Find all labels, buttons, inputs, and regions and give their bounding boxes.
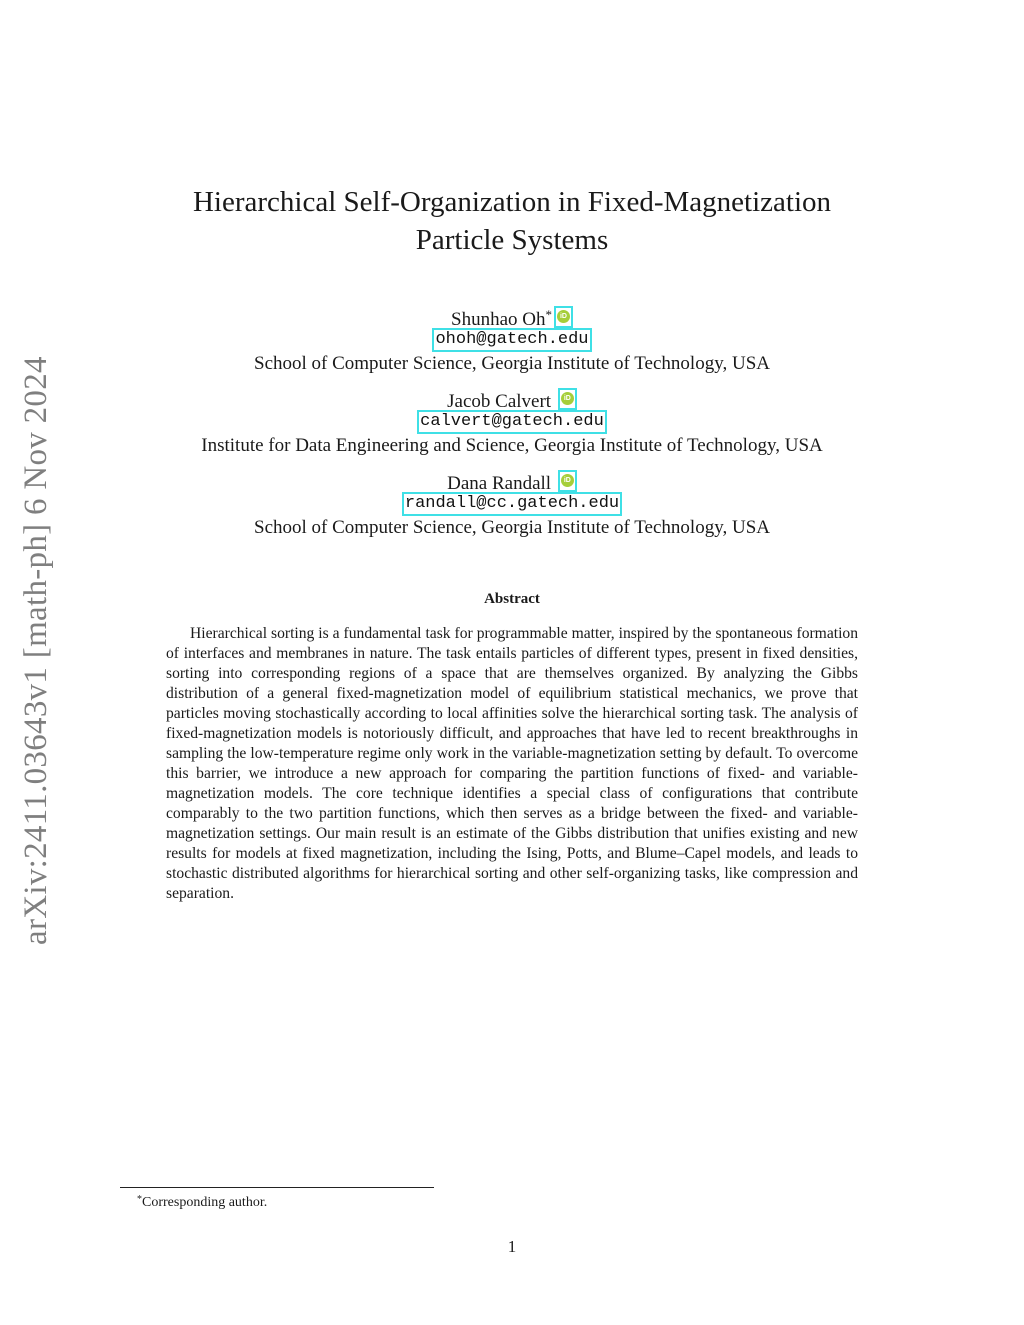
author-email-link[interactable]: ohoh@gatech.edu	[432, 328, 591, 352]
author-line	[0, 302, 1024, 330]
abstract-heading: Abstract	[484, 591, 540, 607]
abstract-text: Hierarchical sorting is a fundamental task for programmable matter, inspired by the spontaneous formation of interfaces and membranes in nature. The task entails particles of different types, present in fixed densities, sorting into corresponding regions of a space that are themselves organized. By analyzing the Gibbs distribution of a general fixed-magnetization model of equilibrium statistical mechanics, we prove that particles moving stochastically according to local affinities solve the hierarchical sorting task. The analysis of fixed-magnetization models is notoriously difficult, and approaches that have led to recent breakthroughs in sampling the low-temperature regime only work in the variable-magnetization setting by default. To overcome this barrier, we introduce a new approach for comparing the partition functions of fixed- and variable-magnetization models. The core technique identifies a special class of configurations that contribute comparably to the two partition functions, which then serves as a bridge between the fixed- and variable-magnetization settings. Our main result is an estimate of the Gibbs distribution that unifies existing and new results for models at fixed magnetization, including the Ising, Potts, and Blume–Capel models, and leads to stochastic distributed algorithms for hierarchical sorting and other self-organizing tasks, like compression and separation.	[166, 625, 858, 902]
author-name: Dana Randall	[447, 473, 552, 494]
orcid-icon: iD	[561, 392, 574, 405]
footnote-marker: *	[137, 1194, 142, 1205]
arxiv-identifier-stamp: arXiv:2411.03643v1 [math-ph] 6 Nov 2024	[18, 356, 54, 945]
footnote	[137, 1190, 267, 1213]
orcid-link[interactable]	[558, 388, 577, 410]
author-affiliation: School of Computer Science, Georgia Institute of Technology, USA	[254, 517, 770, 538]
email-row	[0, 327, 1024, 351]
email-row	[0, 409, 1024, 433]
corresponding-author-marker: *	[545, 307, 552, 322]
author-name: Jacob Calvert	[447, 391, 552, 412]
author-email-link[interactable]: calvert@gatech.edu	[417, 410, 607, 434]
author-list	[0, 302, 1024, 548]
author-affiliation: School of Computer Science, Georgia Institute of Technology, USA	[254, 353, 770, 374]
orcid-icon: iD	[561, 474, 574, 487]
author-email-link[interactable]: randall@cc.gatech.edu	[402, 492, 622, 516]
orcid-link[interactable]	[554, 306, 573, 328]
author-block	[0, 466, 1024, 545]
footnote-text: Corresponding author.	[142, 1195, 268, 1210]
footnote-divider	[120, 1187, 434, 1188]
author-line	[0, 466, 1024, 494]
author-name: Shunhao Oh	[451, 309, 546, 330]
paper-title-line-2: Particle Systems	[415, 224, 609, 256]
orcid-link[interactable]	[558, 470, 577, 492]
orcid-icon: iD	[557, 310, 570, 323]
paper-title-line-1: Hierarchical Self-Organization in Fixed-Magnetization	[192, 186, 832, 218]
email-row	[0, 491, 1024, 515]
author-line	[0, 384, 1024, 412]
author-affiliation: Institute for Data Engineering and Science, Georgia Institute of Technology, USA	[201, 435, 823, 456]
author-block	[0, 384, 1024, 463]
author-block	[0, 302, 1024, 381]
page-number: 1	[507, 1237, 517, 1256]
paper-title	[0, 183, 1024, 259]
